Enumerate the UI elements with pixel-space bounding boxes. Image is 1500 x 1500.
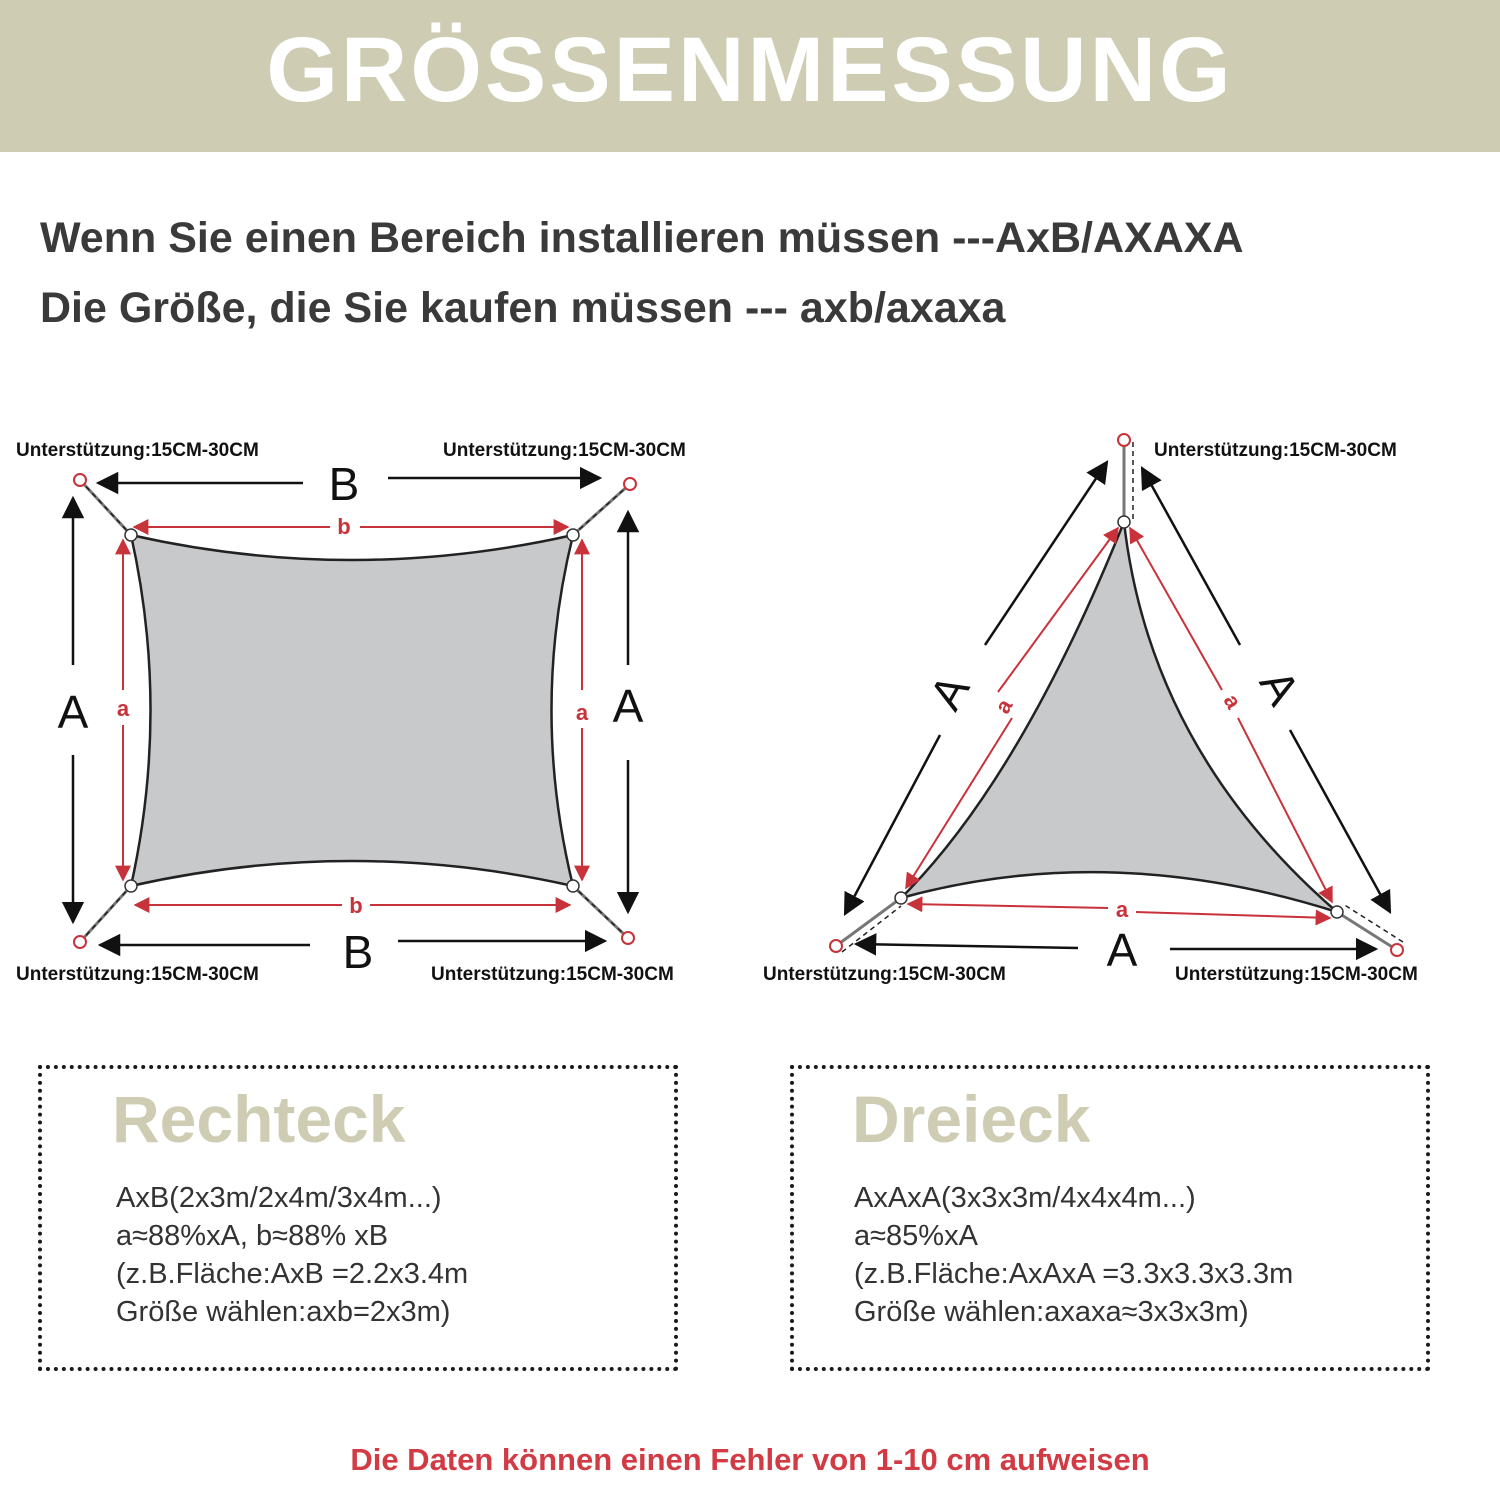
inner-height-label-right: a — [575, 700, 589, 725]
outer-width-label-top: B — [328, 458, 360, 510]
outer-height-label-left: A — [57, 686, 89, 738]
rectangle-sail — [131, 535, 573, 886]
support-label-top: Unterstützung:15CM-30CM — [1154, 440, 1397, 461]
support-label-bottom-right: Unterstützung:15CM-30CM — [1175, 964, 1418, 985]
anchor-point-icon — [622, 932, 634, 944]
triangle-sail — [901, 522, 1337, 912]
corner-ring-icon — [567, 880, 579, 892]
page-title: GRÖSSENMESSUNG — [266, 19, 1234, 121]
footer-note: Die Daten können einen Fehler von 1-10 cm aufweisen — [350, 1442, 1150, 1477]
corner-ring-icon — [1118, 516, 1130, 528]
corner-ring-icon — [1331, 906, 1343, 918]
anchor-point-icon — [624, 478, 636, 490]
rectangle-box-line: (z.B.Fläche:AxB =2.2x3.4m — [116, 1258, 469, 1290]
support-label-top-left: Unterstützung:15CM-30CM — [16, 440, 259, 461]
rectangle-info-box — [38, 1065, 678, 1371]
corner-ring-icon — [895, 892, 907, 904]
outer-side-label-bottom: A — [1106, 924, 1138, 976]
inner-side-arrow-bottom — [908, 904, 1108, 908]
anchor-point-icon — [1391, 944, 1403, 956]
rectangle-box-line: a≈88%xA, b≈88% xB — [116, 1220, 389, 1252]
anchor-point-icon — [1118, 434, 1130, 446]
inner-width-label-top: b — [337, 514, 351, 539]
inner-side-label-right: a — [1218, 689, 1247, 713]
anchor-point-icon — [74, 936, 86, 948]
outer-side-label-left: A — [918, 665, 980, 719]
outer-side-label-right: A — [1249, 660, 1311, 714]
corner-ring-icon — [567, 529, 579, 541]
outer-side-arrow-bottom — [856, 944, 1078, 948]
outer-height-label-right: A — [612, 680, 644, 732]
support-label-bottom-right: Unterstützung:15CM-30CM — [431, 964, 674, 985]
rectangle-box-line: Größe wählen:axb=2x3m) — [116, 1296, 451, 1328]
header-banner — [0, 0, 1500, 152]
support-label-bottom-left: Unterstützung:15CM-30CM — [16, 964, 259, 985]
triangle-box-line: Größe wählen:axaxa≈3x3x3m) — [854, 1296, 1249, 1328]
intro-line-size: Die Größe, die Sie kaufen müssen --- axb/axaxa — [40, 284, 1006, 332]
support-label-bottom-left: Unterstützung:15CM-30CM — [763, 964, 1006, 985]
outer-width-label-bottom: B — [342, 926, 374, 978]
corner-ring-icon — [125, 880, 137, 892]
anchor-point-icon — [830, 940, 842, 952]
outer-side-arrow-right — [1142, 468, 1240, 645]
inner-width-label-bottom: b — [349, 893, 363, 918]
inner-height-label-left: a — [116, 696, 130, 721]
measurement-diagrams — [0, 400, 1500, 1000]
corner-ring-icon — [125, 529, 137, 541]
triangle-box-line: a≈85%xA — [854, 1220, 978, 1252]
triangle-box-line: AxAxA(3x3x3m/4x4x4m...) — [854, 1182, 1196, 1214]
support-label-top-right: Unterstützung:15CM-30CM — [443, 440, 686, 461]
anchor-point-icon — [74, 474, 86, 486]
triangle-box-title: Dreieck — [852, 1082, 1091, 1156]
inner-side-label-bottom: a — [1115, 897, 1129, 922]
rectangle-box-title: Rechteck — [112, 1082, 406, 1156]
rectangle-diagram — [16, 440, 686, 985]
intro-line-area: Wenn Sie einen Bereich installieren müssen ---AxB/AXAXA — [40, 214, 1244, 262]
triangle-box-line: (z.B.Fläche:AxAxA =3.3x3.3x3.3m — [854, 1258, 1294, 1290]
rectangle-box-line: AxB(2x3m/2x4m/3x4m...) — [116, 1182, 442, 1214]
inner-side-label-left: a — [989, 694, 1018, 718]
triangle-info-box — [790, 1065, 1430, 1371]
triangle-diagram — [763, 434, 1418, 985]
